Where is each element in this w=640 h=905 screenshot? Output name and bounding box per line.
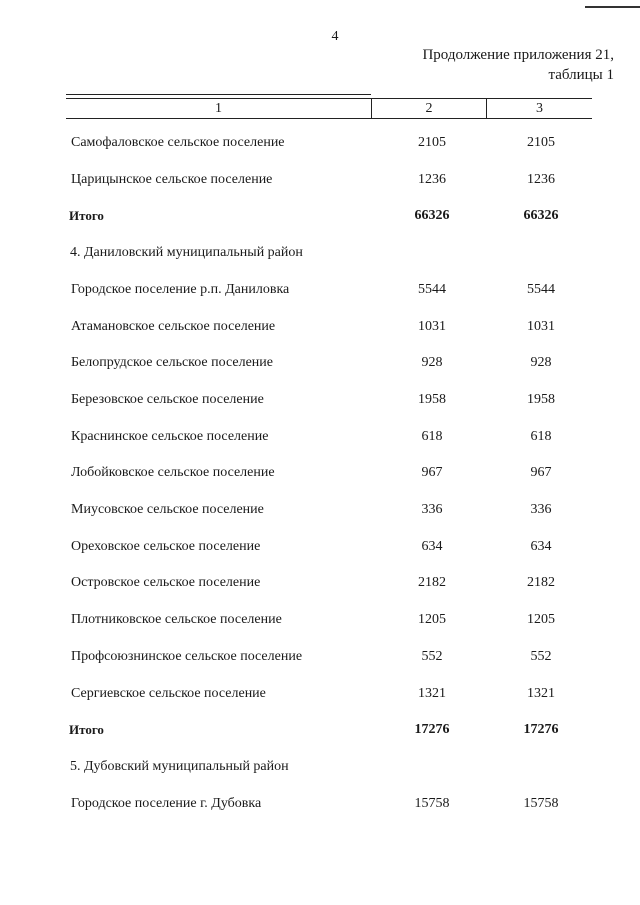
row-value-col-2: 2105 — [418, 135, 446, 150]
table-row — [0, 169, 640, 191]
row-value-col-3: 928 — [530, 355, 552, 370]
table-row — [0, 646, 640, 668]
row-value-col-3: 17276 — [523, 722, 559, 737]
section-heading-row — [0, 242, 640, 264]
row-value-col-2: 17276 — [414, 722, 450, 737]
row-value-col-2: 1205 — [418, 612, 446, 627]
table-row — [0, 426, 640, 448]
table-row — [0, 609, 640, 631]
row-value-col-2: 66326 — [414, 208, 450, 223]
row-name: Профсоюзнинское сельское поселение — [71, 649, 303, 664]
table-row — [0, 132, 640, 154]
row-value-col-2: 2182 — [418, 575, 446, 590]
row-value-col-3: 5544 — [527, 282, 555, 297]
row-value-col-3: 552 — [530, 649, 552, 664]
row-name: Миусовское сельское поселение — [71, 502, 264, 517]
section-heading-row — [0, 756, 640, 778]
row-value-col-2: 15758 — [414, 796, 450, 811]
table-row — [0, 536, 640, 558]
row-name: Городское поселение р.п. Даниловка — [71, 282, 290, 297]
row-name: Самофаловское сельское поселение — [71, 135, 285, 150]
row-value-col-3: 1321 — [527, 686, 555, 701]
row-value-col-3: 967 — [530, 465, 552, 480]
row-name: Лобойковское сельское поселение — [71, 465, 275, 480]
row-name: Островское сельское поселение — [71, 575, 261, 590]
row-value-col-3: 1236 — [527, 172, 555, 187]
continuation-line-1: Продолжение приложения 21, — [422, 47, 614, 63]
row-value-col-3: 2182 — [527, 575, 555, 590]
row-value-col-3: 2105 — [527, 135, 555, 150]
row-name: 5. Дубовский муниципальный район — [70, 759, 289, 774]
corner-scan-mark — [585, 6, 640, 8]
row-value-col-2: 5544 — [418, 282, 446, 297]
row-value-col-2: 967 — [421, 465, 443, 480]
row-value-col-2: 1236 — [418, 172, 446, 187]
row-value-col-2: 928 — [421, 355, 443, 370]
page-number: 4 — [331, 29, 339, 44]
table-row — [0, 683, 640, 705]
row-name: Ореховское сельское поселение — [71, 539, 261, 554]
row-value-col-3: 1031 — [527, 319, 555, 334]
row-name: Краснинское сельское поселение — [71, 429, 269, 444]
row-value-col-2: 1321 — [418, 686, 446, 701]
row-value-col-2: 634 — [421, 539, 443, 554]
row-name: Сергиевское сельское поселение — [71, 686, 266, 701]
total-row — [0, 205, 640, 227]
header-col-3: 3 — [536, 101, 543, 116]
continuation-note — [422, 45, 614, 85]
row-name: Плотниковское сельское поселение — [71, 612, 282, 627]
row-value-col-2: 1958 — [418, 392, 446, 407]
row-value-col-2: 618 — [421, 429, 443, 444]
row-value-col-3: 634 — [530, 539, 552, 554]
row-value-col-3: 1958 — [527, 392, 555, 407]
header-col-1: 1 — [215, 101, 222, 116]
row-value-col-3: 66326 — [523, 208, 559, 223]
row-name: 4. Даниловский муниципальный район — [70, 245, 303, 260]
continuation-line-2: таблицы 1 — [548, 67, 614, 83]
row-name: Березовское сельское поселение — [71, 392, 264, 407]
row-value-col-2: 552 — [421, 649, 443, 664]
table-row — [0, 389, 640, 411]
table-row — [0, 316, 640, 338]
row-name: Итого — [69, 722, 104, 737]
row-name: Итого — [69, 208, 104, 223]
row-value-col-3: 1205 — [527, 612, 555, 627]
row-value-col-3: 15758 — [523, 796, 559, 811]
table-header — [66, 94, 592, 120]
row-name: Белопрудское сельское поселение — [71, 355, 273, 370]
row-name: Атамановское сельское поселение — [71, 319, 276, 334]
row-value-col-3: 618 — [530, 429, 552, 444]
table-row — [0, 352, 640, 374]
row-name: Городское поселение г. Дубовка — [71, 796, 262, 811]
total-row — [0, 719, 640, 741]
header-rule-top — [66, 94, 371, 95]
header-col-2: 2 — [425, 101, 433, 116]
table-row — [0, 462, 640, 484]
row-value-col-3: 336 — [530, 502, 552, 517]
table-row — [0, 793, 640, 815]
row-value-col-2: 1031 — [418, 319, 446, 334]
row-value-col-2: 336 — [421, 502, 443, 517]
table-row — [0, 572, 640, 594]
header-rule-bottom — [66, 118, 592, 119]
table-row — [0, 499, 640, 521]
row-name: Царицынское сельское поселение — [71, 172, 273, 187]
table-row — [0, 279, 640, 301]
